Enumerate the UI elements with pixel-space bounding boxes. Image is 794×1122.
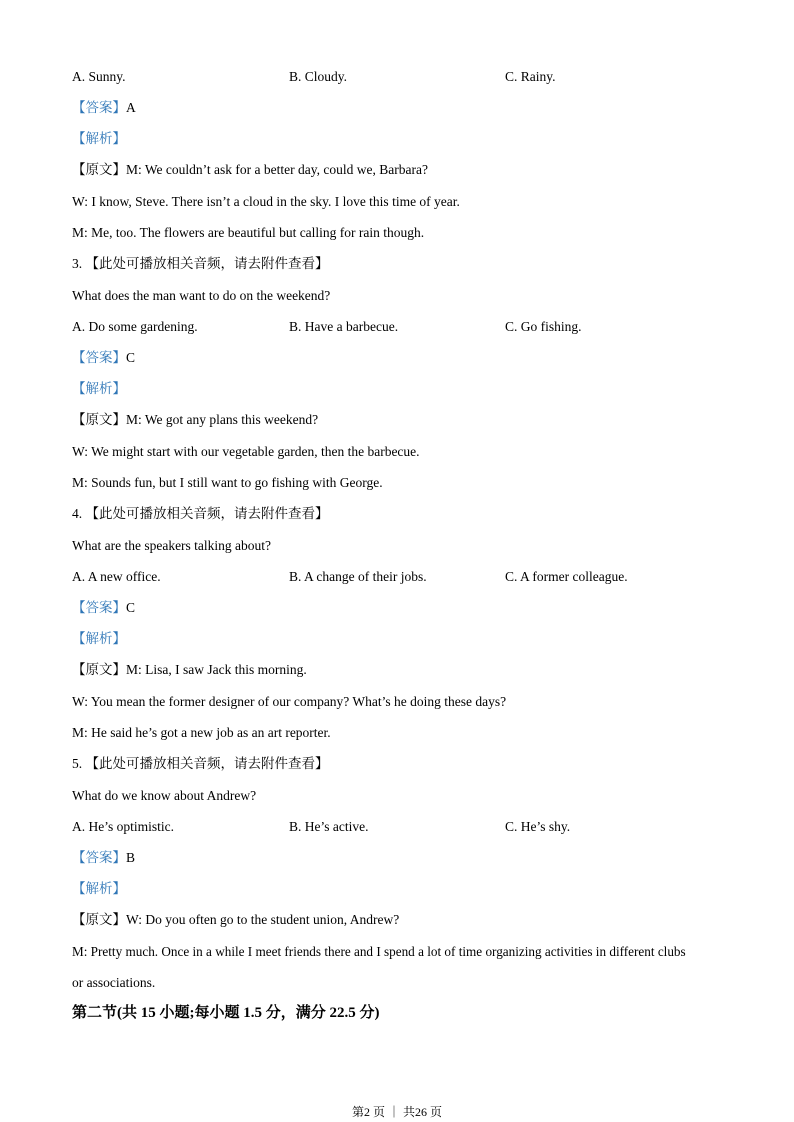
q5-transcript-1: [72, 911, 399, 929]
q3-transcript-2: W: We might start with our vegetable garden, then the barbecue.: [72, 444, 420, 459]
q2-answer: [72, 99, 136, 117]
q4-header: 4. 【此处可播放相关音频，请去附件查看】: [72, 506, 329, 521]
q3-header: 3. 【此处可播放相关音频，请去附件查看】: [72, 256, 329, 271]
q2-transcript-2: W: I know, Steve. There isn’t a cloud in the sky. I love this time of year.: [72, 194, 460, 209]
q2-option-c: C. Rainy.: [505, 69, 556, 84]
q5-analysis-tag: 【解析】: [72, 881, 126, 896]
q4-analysis-tag: 【解析】: [72, 631, 126, 646]
q4-answer: [72, 599, 135, 617]
q4-transcript-1: [72, 661, 307, 679]
q3-transcript-3: M: Sounds fun, but I still want to go fishing with George.: [72, 475, 383, 490]
q4-option-c: C. A former colleague.: [505, 569, 628, 584]
q5-header: 5. 【此处可播放相关音频，请去附件查看】: [72, 756, 329, 771]
q5-option-b: B. He’s active.: [289, 819, 369, 834]
transcript-text: M: We got any plans this weekend?: [126, 412, 319, 427]
orig-tag: 【原文】: [72, 162, 126, 177]
answer-tag: 【答案】: [72, 100, 126, 115]
q3-transcript-1: [72, 411, 318, 429]
answer-value: C: [126, 600, 136, 615]
q2-option-a: A. Sunny.: [72, 69, 126, 84]
q5-transcript-3: or associations.: [72, 975, 156, 990]
q3-analysis-tag: 【解析】: [72, 381, 126, 396]
q2-transcript-3: M: Me, too. The flowers are beautiful but calling for rain though.: [72, 225, 425, 240]
orig-tag: 【原文】: [72, 912, 126, 927]
answer-tag: 【答案】: [72, 600, 126, 615]
q4-transcript-3: M: He said he’s got a new job as an art reporter.: [72, 725, 331, 740]
q2-analysis-tag: 【解析】: [72, 131, 126, 146]
page-footer: 第2 页 ｜ 共26 页: [351, 1105, 442, 1119]
q4-transcript-2: W: You mean the former designer of our company? What’s he doing these days?: [72, 694, 507, 709]
answer-tag: 【答案】: [72, 850, 126, 865]
q3-option-c: C. Go fishing.: [505, 319, 582, 334]
transcript-text: M: Lisa, I saw Jack this morning.: [126, 662, 307, 677]
transcript-text: W: Do you often go to the student union, Andrew?: [126, 912, 400, 927]
q4-option-b: B. A change of their jobs.: [289, 569, 427, 584]
q2-option-b: B. Cloudy.: [289, 69, 348, 84]
orig-tag: 【原文】: [72, 662, 126, 677]
q5-option-a: A. He’s optimistic.: [72, 819, 174, 834]
q5-transcript-2: M: Pretty much. Once in a while I meet friends there and I spend a lot of time organizing activities in different clubs: [72, 944, 686, 959]
q3-option-b: B. Have a barbecue.: [289, 319, 399, 334]
q5-answer: [72, 849, 135, 867]
orig-tag: 【原文】: [72, 412, 126, 427]
q5-question: What do we know about Andrew?: [72, 788, 257, 803]
q2-transcript-1: [72, 161, 428, 179]
transcript-text: M: We couldn’t ask for a better day, could we, Barbara?: [126, 162, 428, 177]
answer-value: B: [126, 850, 136, 865]
q4-option-a: A. A new office.: [72, 569, 161, 584]
q3-option-a: A. Do some gardening.: [72, 319, 198, 334]
q4-question: What are the speakers talking about?: [72, 538, 272, 553]
answer-value: A: [126, 100, 136, 115]
section-title: 第二节(共 15 小题;每小题 1.5 分，满分 22.5 分): [72, 1005, 380, 1021]
q3-answer: [72, 349, 135, 367]
answer-value: C: [126, 350, 136, 365]
answer-tag: 【答案】: [72, 350, 126, 365]
q3-question: What does the man want to do on the weekend?: [72, 288, 331, 303]
q5-option-c: C. He’s shy.: [505, 819, 571, 834]
